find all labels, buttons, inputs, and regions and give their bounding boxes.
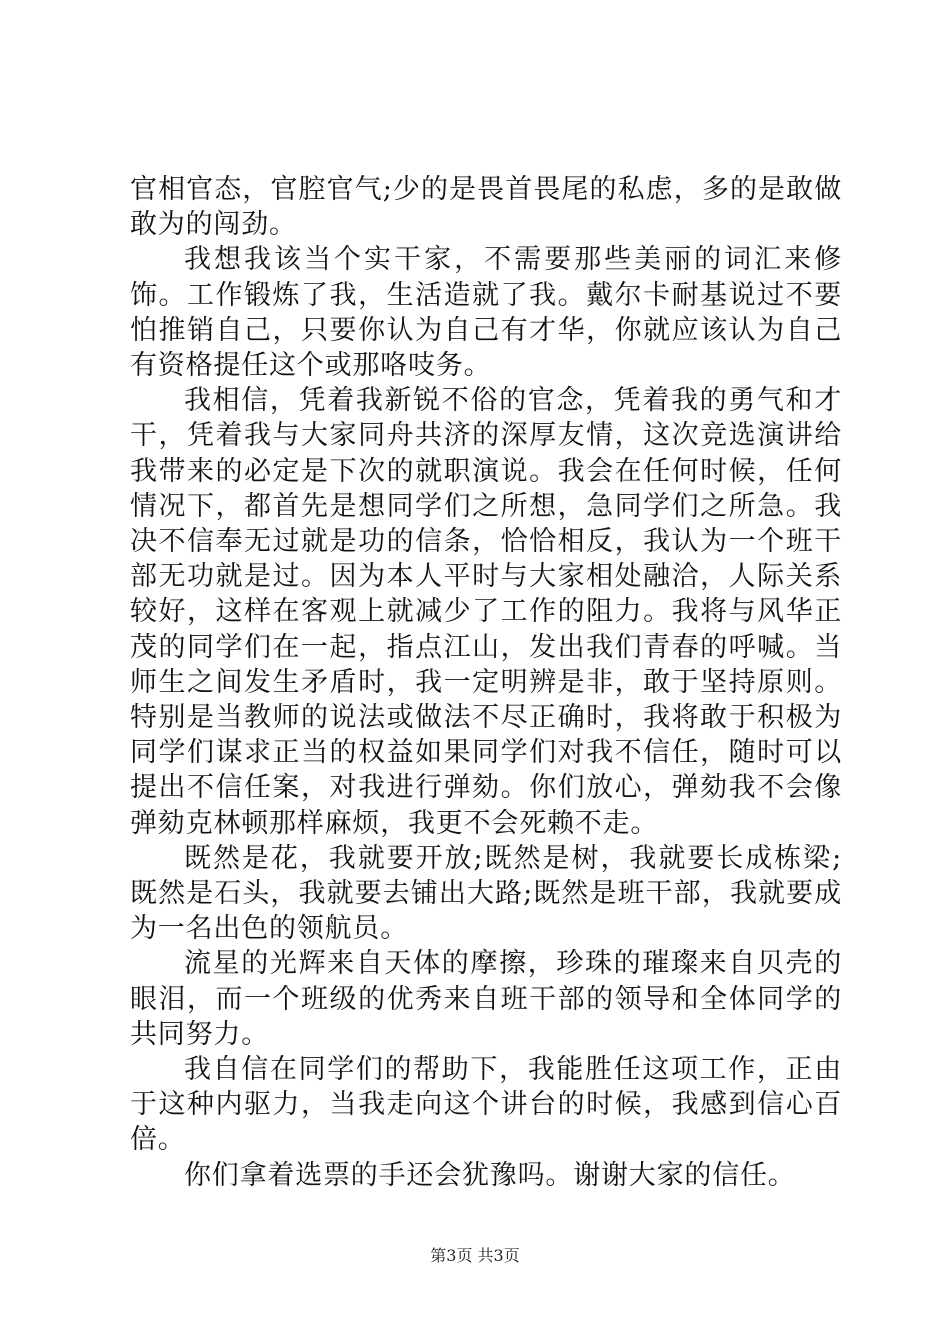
paragraph: 你们拿着选票的手还会犹豫吗。谢谢大家的信任。: [184, 1159, 796, 1191]
paragraph: 既然是花，我就要开放;既然是树，我就要长成栋梁;既然是石头，我就要去铺出大路;既然是班干部，我就要成为一名出色的领航员。: [130, 842, 842, 945]
page-number-label: 第3页 共3页: [430, 1246, 520, 1265]
paragraph: 我相信，凭着我新锐不俗的官念，凭着我的勇气和才干，凭着我与大家同舟共济的深厚友情，这次竞选演讲给我带来的必定是下次的就职演说。我会在任何时候，任何情况下，都首先是想同学们之所想，急同学们之所急。我决不信奉无过就是功的信条，恰恰相反，我认为一个班干部无功就是过。因为本人平时与大家相处融洽，人际关系较好，这样在客观上就减少了工作的阻力。我将与风华正茂的同学们在一起，指点江山，发出我们青春的呼喊。当师生之间发生矛盾时，我一定明辨是非，敢于坚持原则。特别是当教师的说法或做法不尽正确时，我将敢于积极为同学们谋求正当的权益如果同学们对我不信任，随时可以提出不信任案，对我进行弹劾。你们放心，弹劾我不会像弹劾克林顿那样麻烦，我更不会死赖不走。: [130, 385, 842, 839]
document-body: [130, 172, 842, 1193]
paragraph: 我自信在同学们的帮助下，我能胜任这项工作，正由于这种内驱力，当我走向这个讲台的时候，我感到信心百倍。: [130, 1054, 842, 1156]
page-footer: [0, 1246, 950, 1266]
paragraph: 官相官态，官腔官气;少的是畏首畏尾的私虑，多的是敢做敢为的闯劲。: [130, 174, 842, 241]
paragraph: 我想我该当个实干家，不需要那些美丽的词汇来修饰。工作锻炼了我，生活造就了我。戴尔卡耐基说过不要怕推销自己，只要你认为自己有才华，你就应该认为自己有资格提任这个或那咯吱务。: [130, 244, 842, 382]
paragraph: 流星的光辉来自天体的摩擦，珍珠的璀璨来自贝壳的眼泪，而一个班级的优秀来自班干部的领导和全体同学的共同努力。: [130, 948, 842, 1050]
